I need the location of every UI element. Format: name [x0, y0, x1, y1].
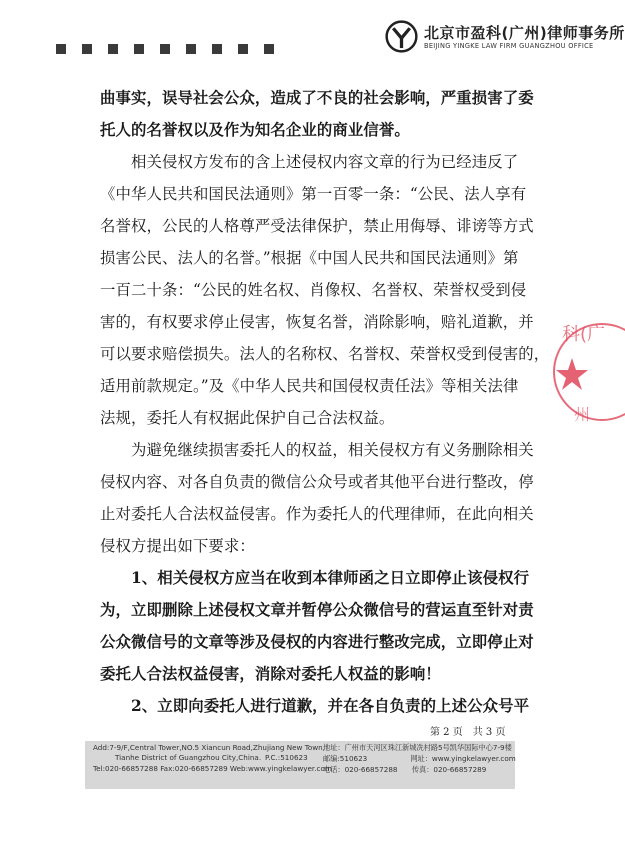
body-line: 损害公民、法人的名誉。”根据《中国人民共和国民法通则》第: [100, 249, 519, 267]
body-line: 为，立即删除上述侵权文章并暂停公众微信号的营运直至针对责: [100, 601, 534, 619]
body-line: 公众微信号的文章等涉及侵权的内容进行整改完成，立即停止对: [100, 633, 534, 651]
footer-en-contact: Tel:020-66857288 Fax:020-66857289 Web:www.yingkelawyer.com: [93, 764, 332, 773]
body-line: 委托人合法权益侵害，消除对委托人权益的影响！: [100, 665, 441, 683]
body-line: 止对委托人合法权益侵害。作为委托人的代理律师，在此向相关: [100, 505, 534, 523]
red-seal-stamp: [540, 300, 606, 440]
svg-text:州: 州: [574, 405, 591, 424]
footer-cn-contact: 电话：020-66857288 传真：020-66857289: [323, 765, 487, 774]
footer-address-band: [85, 741, 515, 789]
body-line: 相关侵权方发布的含上述侵权内容文章的行为已经违反了: [100, 153, 519, 171]
footer-cn-postcode-web: 邮编:510623 网址：www.yingkelawyer.com: [323, 754, 516, 763]
footer-en-postcode: P.C.:510623: [265, 753, 308, 762]
body-line: 一百二十条：“公民的姓名权、肖像权、名誉权、荣誉权受到侵: [100, 281, 527, 299]
body-line: 曲事实，误导社会公众，造成了不良的社会影响，严重损害了委: [100, 89, 534, 107]
footer-en-address-1: Add:7-9/F,Central Tower,NO.5 Xiancun Road,Zhujiang New Town,: [93, 743, 325, 752]
firm-name-cn: 北京市盈科(广州)律师事务所: [424, 24, 625, 42]
page-number: 第 2 页 共 3 页: [430, 727, 506, 738]
body-line: 2、立即向委托人进行道歉，并在各自负责的上述公众号平: [100, 697, 530, 715]
body-line: 1、相关侵权方应当在收到本律师函之日立即停止该侵权行: [100, 569, 530, 587]
body-line: 《中华人民共和国民法通则》第一百零一条：“公民、法人享有: [100, 185, 527, 203]
body-line: 可以要求赔偿损失。法人的名称权、名誉权、荣誉权受到侵害的，: [100, 345, 550, 363]
body-line: 侵权内容、对各自负责的微信公众号或者其他平台进行整改，停: [100, 473, 534, 491]
header-dots: [56, 44, 274, 54]
body-line: 侵权方提出如下要求：: [100, 537, 255, 555]
footer-cn-address: 地址：广州市天河区珠江新城冼村路5号凯华国际中心7-9楼: [323, 743, 512, 752]
body-line: 适用前款规定。”及《中华人民共和国侵权责任法》等相关法律: [100, 377, 519, 395]
svg-text:科(广: 科(广: [562, 324, 606, 345]
body-line: 托人的名誉权以及作为知名企业的商业信誉。: [100, 121, 410, 139]
body-line: 害的，有权要求停止侵害，恢复名誉，消除影响，赔礼道歉，并: [100, 313, 534, 331]
firm-logo-icon: [385, 20, 418, 53]
body-line: 名誉权，公民的人格尊严受法律保护，禁止用侮辱、诽谤等方式: [100, 217, 534, 235]
body-line: 为避免继续损害委托人的权益，相关侵权方有义务删除相关: [100, 441, 534, 459]
body-line: 法规，委托人有权据此保护自己合法权益。: [100, 409, 395, 427]
footer-en-address-2: Tianhe District of Guangzhou City,China.: [115, 753, 262, 762]
firm-name-en: BEIJING YINGKE LAW FIRM GUANGZHOU OFFICE: [424, 42, 594, 50]
